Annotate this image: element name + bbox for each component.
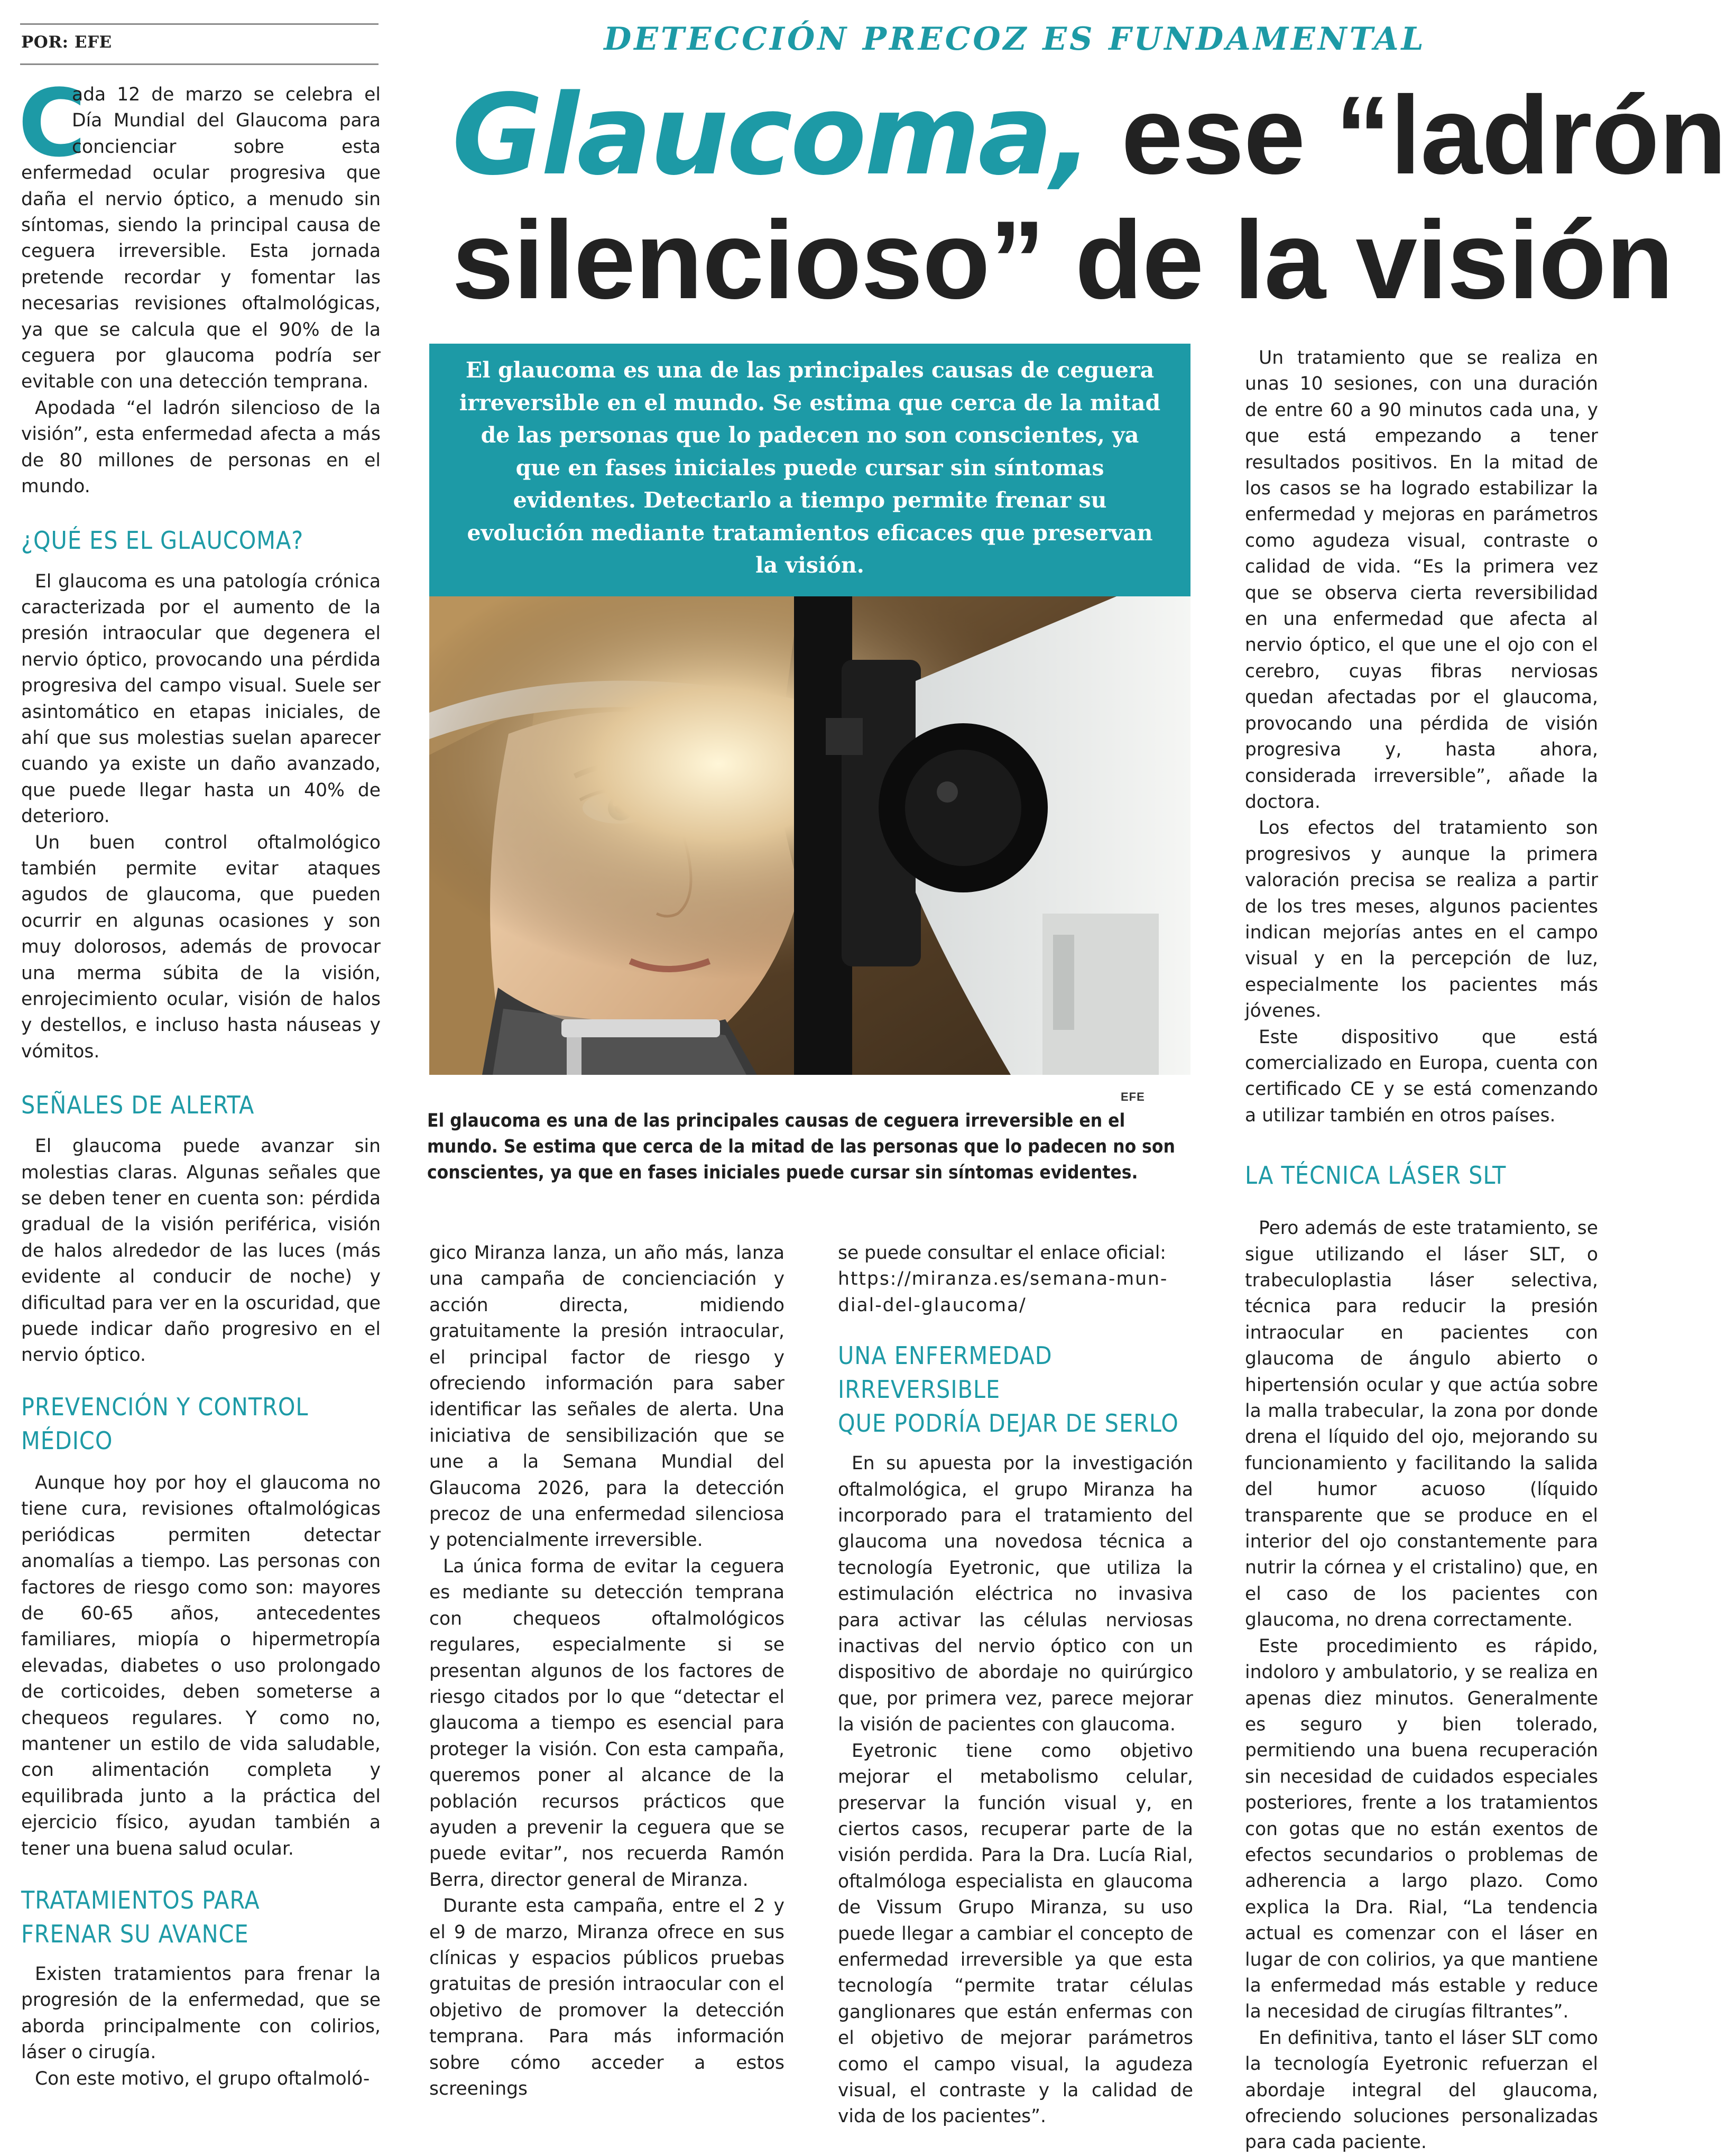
lede-box: El glaucoma es una de las principales causas de ceguera irreversible en el mundo. Se estima que cerca de la mitad de las personas que lo padecen no son conscientes, ya que en fases iniciales puede cursar sin síntomas evidentes. Detectarlo a tiempo permite frenar su evolución mediante tratamientos eficaces que preservan la visión. xyxy=(429,344,1190,596)
intro-paragraph: C ada 12 de marzo se celebra el Día Mundial del Glaucoma para concienciar sobre esta enfermedad ocular progresiva que daña el nervio óptico, a menudo sin síntomas, siendo la principal causa de ceguera irreversible. Esta jornada pretende recordar y fomentar las necesarias revisiones oftalmológicas, ya que se calcula que el 90% de la ceguera por glaucoma podría ser evitable con una detección temprana. xyxy=(18,69,381,393)
photo-eye-exam xyxy=(429,596,1190,1075)
subhead-irreversible: UNA ENFERMEDAD IRREVERSIBLE QUE PODRÍA DEJAR DE SERLO xyxy=(838,1341,1179,1438)
drop-cap: C xyxy=(18,69,87,178)
column-1 xyxy=(18,69,381,2092)
byline-rule xyxy=(20,63,379,65)
column-3 xyxy=(838,1240,1193,2130)
photo-credit: EFE xyxy=(1121,1090,1145,1103)
column-4 xyxy=(1245,345,1598,2156)
headline-emphasis: Glaucoma, xyxy=(452,70,1091,200)
paragraph: El glaucoma puede avanzar sin molestias claras. Algunas señales que se deben tener en cuenta son: pérdida gradual de la visión periférica, visión de halos alrededor de las luces (más evidente al conducir de noche) y dificultad para ver en la oscuridad, que puede indicar daño progresivo en el nervio óptico. xyxy=(21,1136,381,1366)
paragraph: Un tratamiento que se realiza en unas 10 sesiones, con una duración de entre 60 a 90 minutos cada una, y que está empezando a tener resultados positivos. En la mitad de los casos se ha logrado estabilizar la enfermedad y mejoras en parámetros como agudeza visual, contraste o calidad de vida. “Es la primera vez que se observa cierta reversibilidad en una enfermedad que afecta al nervio óptico, el que une el ojo con el cerebro, cuyas fibras nerviosas quedan afectadas por el glaucoma, provocando una pérdida de visión progresiva y, hasta ahora, considerada irreversible”, añade la doctora. xyxy=(1245,347,1598,813)
top-rule xyxy=(20,23,379,25)
paragraph: se puede consultar el enlace oficial: xyxy=(838,1242,1166,1264)
subhead-senales: SEÑALES DE ALERTA xyxy=(21,1091,255,1120)
paragraph: Aunque hoy por hoy el glaucoma no tiene cura, revisiones oftalmológicas periódicas permiten detectar anomalías a tiempo. Las personas con factores de riesgo como son: mayores de 60-65 años, antecedentes familiares, miopía o hipermetropía elevadas, diabetes o uso prolongado de corticoides, deben someterse a chequeos regulares. Y como no, mantener un estilo de vida saludable, con alimentación completa y equilibrada junto a la práctica del ejercicio físico, ayudan también a tener una buena salud ocular. xyxy=(21,1472,381,1859)
paragraph: Durante esta campaña, entre el 2 y el 9 de marzo, Miranza ofrece en sus clínicas y espacios públicos pruebas gratuitas de presión intraocular con el objetivo de promover la detección temprana. Para más información sobre cómo acceder a estos screenings xyxy=(429,1895,784,2099)
paragraph: En su apuesta por la investigación oftalmológica, el grupo Miranza ha incorporado para el tratamiento del glaucoma una novedosa técnica a tecnología Eyetronic, que utiliza la estimulación eléctrica no invasiva para activar las células nerviosas inactivas del nervio óptico con un dispositivo de abordaje no quirúrgico que, por primera vez, parece mejorar la visión de pacientes con glaucoma. xyxy=(838,1453,1193,1736)
paragraph: Eyetronic tiene como objetivo mejorar el metabolismo celular, preservar la función visual y, en ciertos casos, recuperar parte de la visión perdida. Para la Dra. Lucía Rial, oftalmóloga especialista en glaucoma de Vissum Grupo Miranza, su uso puede llegar a cambiar el concepto de enfermedad irreversible ya que esta tecnología “permite tratar células ganglionares que están enfermas con el objetivo de mejorar parámetros como el campo visual, la agudeza visual, el contraste y la calidad de vida de los pacientes”. xyxy=(838,1740,1193,2127)
subhead-que-es: ¿QUÉ ES EL GLAUCOMA? xyxy=(21,526,304,555)
paragraph: Los efectos del tratamiento son progresivos y aunque la primera valoración precisa se realiza a partir de los tres meses, algunos pacientes indican mejorías antes en el campo visual y en la percepción de luz, especialmente los pacientes más jóvenes. xyxy=(1245,817,1598,1022)
subhead-prevencion: PREVENCIÓN Y CONTROL MÉDICO xyxy=(21,1392,309,1455)
paragraph: Este dispositivo que está comercializado en Europa, cuenta con certificado CE y se está comenzando a utilizar también en otros países. xyxy=(1245,1026,1598,1126)
paragraph: El glaucoma es una patología crónica caracterizada por el aumento de la presión intraocular que degenera el nervio óptico, provocando una pérdida progresiva del campo visual. Suele ser asintomático en etapas iniciales, de ahí que sus molestias suelan aparecer cuando ya existe un daño avanzado, que puede llegar hasta un 40% de deterioro. xyxy=(21,570,381,827)
byline: POR: EFE xyxy=(21,33,112,52)
kicker: DETECCIÓN PRECOZ ES FUNDAMENTAL xyxy=(604,21,1426,58)
subhead-laser: LA TÉCNICA LÁSER SLT xyxy=(1245,1161,1507,1190)
photo-illustration xyxy=(429,596,1190,1075)
paragraph: Existen tratamientos para frenar la progresión de la enfermedad, que se aborda principalmente con colirios, láser o cirugía. xyxy=(21,1963,381,2063)
paragraph: Pero además de este tratamiento, se sigue utilizando el láser SLT, o trabeculoplastia láser selectiva, técnica para reducir la presión intraocular en pacientes con glaucoma de ángulo abierto o hipertensión ocular y que actúa sobre la malla trabecular, la zona por donde drena el líquido del ojo, mejorando su funcionamiento y facilitando la salida del humor acuoso (líquido transparente que se produce en el interior del ojo constantemente para nutrir la córnea y el cristalino) que, en el caso de los pacientes con glaucoma, no drena correctamente. xyxy=(1245,1218,1598,1631)
headline-line1: ese “ladrón xyxy=(1091,73,1726,197)
paragraph: La única forma de evitar la ceguera es mediante su detección temprana con chequeos oftalmológicos regulares, especialmente si se presentan algunos de los factores de riesgo citados por lo que “detectar el glaucoma a tiempo es esencial para proteger la visión. Con esta campaña, queremos poner al alcance de la población recursos prácticos que ayuden a prevenir la ceguera que se puede evitar”, nos recuerda Ramón Berra, director general de Miranza. xyxy=(429,1555,784,1891)
headline xyxy=(452,70,1726,323)
headline-line2: silencioso” de la visión xyxy=(452,198,1674,322)
photo-caption: El glaucoma es una de las principales causas de ceguera irreversible en el mundo. Se estima que cerca de la mitad de las personas que lo padecen no son conscientes, ya que en fases iniciales puede cursar sin síntomas evidentes. xyxy=(427,1110,1175,1183)
official-link[interactable] xyxy=(838,1266,1193,1319)
paragraph: Este procedimiento es rápido, indoloro y ambulatorio, y se realiza en apenas diez minutos. Generalmente es seguro y bien tolerado, permitiendo una buena recuperación sin necesidad de cuidados especiales posteriores, frente a los tratamientos con gotas que no están exentos de efectos secundarios o problemas de adherencia a largo plazo. Como explica la Dra. Rial, “La tendencia actual es comenzar con el láser en lugar de con colirios, ya que mantiene la enfermedad más estable y reduce la necesidad de cirugías filtrantes”. xyxy=(1245,1635,1598,2023)
paragraph: Un buen control oftalmológico también permite evitar ataques agudos de glaucoma, que pueden ocurrir en algunas ocasiones y son muy dolorosos, además de provocar una merma súbita de la visión, enrojecimiento ocular, visión de halos y destellos, e incluso hasta náuseas y vómitos. xyxy=(21,832,381,1062)
paragraph: Con este motivo, el grupo oftalmoló- xyxy=(35,2068,370,2089)
paragraph: Apodada “el ladrón silencioso de la visión”, esta enfermedad afecta a más de 80 millones de personas en el mundo. xyxy=(21,397,381,497)
official-link-text[interactable]: https://miranza.es/semana-mun- dial-del-glaucoma/ xyxy=(838,1268,1168,1316)
paragraph: En definitiva, tanto el láser SLT como la tecnología Eyetronic refuerzan el abordaje integral del glaucoma, ofreciendo soluciones personalizadas para cada paciente. xyxy=(1245,2027,1598,2153)
paragraph: gico Miranza lanza, un año más, lanza una campaña de concienciación y acción directa, midiendo gratuitamente la presión intraocular, el principal factor de riesgo y ofreciendo información para saber identificar las señales de alerta. Una iniciativa de sensibilización que se une a la Semana Mundial del Glaucoma 2026, para la detección precoz de una enfermedad silenciosa y potencialmente irreversible. xyxy=(429,1242,784,1551)
column-2 xyxy=(429,1240,784,2102)
subhead-tratamientos: TRATAMIENTOS PARA FRENAR SU AVANCE xyxy=(21,1885,260,1948)
